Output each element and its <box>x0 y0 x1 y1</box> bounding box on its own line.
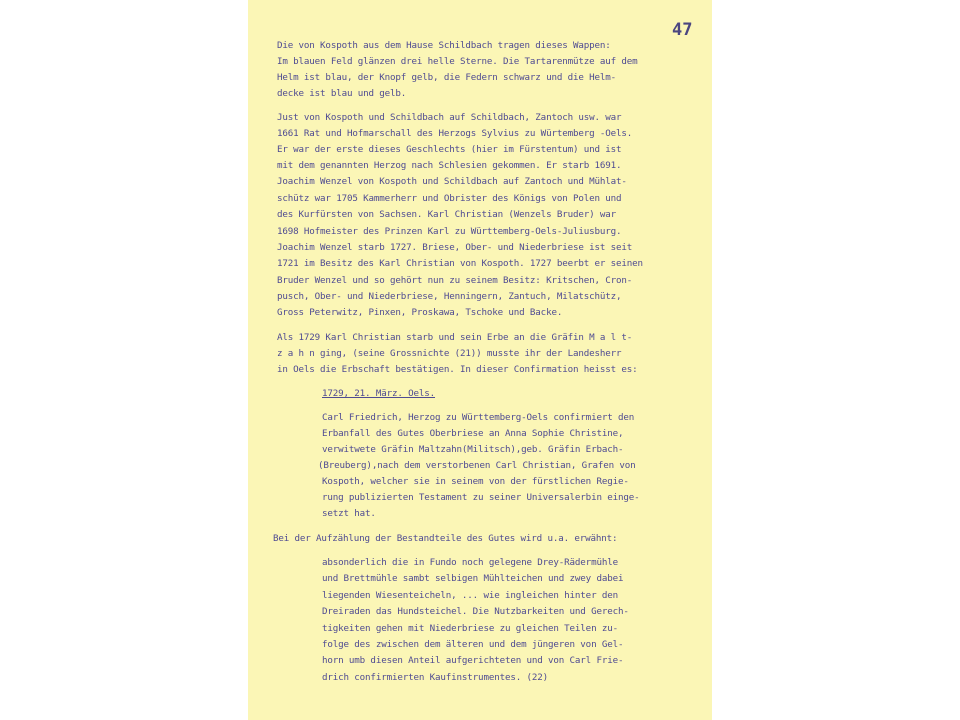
text-line: in Oels die Erbschaft bestätigen. In dieser Confirmation heisst es: <box>277 364 638 375</box>
text-line: Just von Kospoth und Schildbach auf Schildbach, Zantoch usw. war <box>277 112 622 123</box>
text-line: Joachim Wenzel von Kospoth und Schildbach auf Zantoch und Mühlat- <box>277 176 627 187</box>
text-line: Als 1729 Karl Christian starb und sein Erbe an die Gräfin M a l t- <box>277 332 633 343</box>
text-line: des Kurfürsten von Sachsen. Karl Christian (Wenzels Bruder) war <box>277 209 617 220</box>
quote-line: Carl Friedrich, Herzog zu Württemberg-Oels confirmiert den <box>322 412 635 423</box>
quote-line: setzt hat. <box>322 508 376 519</box>
text-line: z a h n ging, (seine Grossnichte (21)) musste ihr der Landesherr <box>277 348 622 359</box>
text-line: Bruder Wenzel und so gehört nun zu seinem Besitz: Kritschen, Cron- <box>277 275 633 286</box>
quote-line: und Brettmühle sambt selbigen Mühlteichen und zwey dabei <box>322 573 624 584</box>
quote-line: liegenden Wiesenteicheln, ... wie ingleichen hinter den <box>322 590 618 601</box>
quote-line: (Breuberg),nach dem verstorbenen Carl Christian, Grafen von <box>318 460 636 471</box>
quote-line: verwitwete Gräfin Maltzahn(Militsch),geb. Gräfin Erbach- <box>322 444 624 455</box>
quote-line: Dreiraden das Hundsteichel. Die Nutzbarkeiten und Gerech- <box>322 606 629 617</box>
text-line: 1721 im Besitz des Karl Christian von Kospoth. 1727 beerbt er seinen <box>277 258 643 269</box>
text-line: mit dem genannten Herzog nach Schlesien gekommen. Er starb 1691. <box>277 160 622 171</box>
text-line: Bei der Aufzählung der Bestandteile des Gutes wird u.a. erwähnt: <box>273 533 618 544</box>
quote-line: absonderlich die in Fundo noch gelegene Drey-Rädermühle <box>322 557 618 568</box>
document-page <box>248 0 712 720</box>
text-line: pusch, Ober- und Niederbriese, Henningern, Zantuch, Milatschütz, <box>277 291 622 302</box>
text-line: decke ist blau und gelb. <box>277 88 407 99</box>
page-number: 47 <box>672 20 693 40</box>
quote-line: Kospoth, welcher sie in seinem von der fürstlichen Regie- <box>322 476 629 487</box>
text-line: Gross Peterwitz, Pinxen, Proskawa, Tschoke und Backe. <box>277 307 563 318</box>
text-line: 1698 Hofmeister des Prinzen Karl zu Württemberg-Oels-Juliusburg. <box>277 226 622 237</box>
text-line: Er war der erste dieses Geschlechts (hier im Fürstentum) und ist <box>277 144 622 155</box>
text-line: Im blauen Feld glänzen drei helle Sterne. Die Tartarenmütze auf dem <box>277 56 638 67</box>
text-line: Helm ist blau, der Knopf gelb, die Federn schwarz und die Helm- <box>277 72 617 83</box>
quote-line: horn umb diesen Anteil aufgerichteten und von Carl Frie- <box>322 655 624 666</box>
text-line: Die von Kospoth aus dem Hause Schildbach tragen dieses Wappen: <box>277 40 611 51</box>
quote-line: drich confirmierten Kaufinstrumentes. (22) <box>322 672 549 683</box>
text-line: schütz war 1705 Kammerherr und Obrister des Königs von Polen und <box>277 193 622 204</box>
quote-line: rung publizierten Testament zu seiner Universalerbin einge- <box>322 492 640 503</box>
quote-line: Erbanfall des Gutes Oberbriese an Anna Sophie Christine, <box>322 428 624 439</box>
quote-line: tigkeiten gehen mit Niederbriese zu gleichen Teilen zu- <box>322 623 618 634</box>
quote-date-heading: 1729, 21. März. Oels. <box>322 388 436 399</box>
quote-line: folge des zwischen dem älteren und dem jüngeren von Gel- <box>322 639 624 650</box>
text-line: 1661 Rat und Hofmarschall des Herzogs Sylvius zu Würtemberg -Oels. <box>277 128 633 139</box>
text-line: Joachim Wenzel starb 1727. Briese, Ober- und Niederbriese ist seit <box>277 242 633 253</box>
